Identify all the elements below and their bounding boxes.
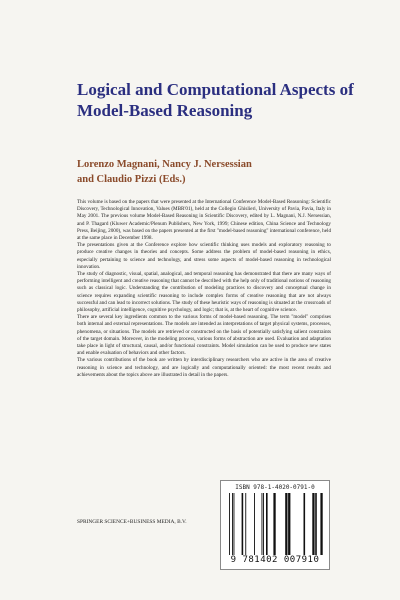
barcode-bar	[312, 493, 314, 555]
blurb-paragraph-3: The study of diagnostic, visual, spatial, analogical, and temporal reasoning has demonstrated that there are many ways of performing intelligent and creative reasoning that cannot be described with the help only of traditional notions of reasoning such as classical logic. Understanding the contribution of modeling practices to discovery and conceptual change in science requires expanding scientific reasoning to include complex forms of creative reasoning that are not always successful and can lead to incorrect solutions. The study of these heuristic ways of reasoning is situated at the crossroads of philosophy, artificial intelligence, cognitive psychology, and logic; that is, at the heart of cognitive science.	[77, 271, 331, 314]
barcode-bar	[263, 493, 264, 555]
barcode-digits: 9 781402 007910	[230, 555, 320, 565]
isbn-label: ISBN 978-1-4020-0791-0	[235, 484, 315, 491]
barcode-graphic	[227, 493, 323, 555]
barcode-bar	[262, 493, 263, 555]
blurb-paragraph-4: There are several key ingredients common to the various forms of model-based reasoning. The term "model" comprises both internal and external representations. The models are intended as interpretations of target physical systems, processes, phenomena, or situations. The models are retrieved or constructed on the basis of potentially satisfying salient constraints of the target domain. Moreover, in the modeling process, various forms of abstraction are used. Evaluation and adaptation take place in light of structural, causal, and/or functional constraints. Model simulation can be used to produce new states and enable evaluation of behaviors and other factors.	[77, 314, 331, 357]
blurb-paragraph-1: This volume is based on the papers that were presented at the International Conference Model-Based Reasoning: Scientific Discovery, Technological Innovation, Values (MBR'01), held at the Collegio Ghislieri, University of Pavia, Pavia, Italy in May 2001. The previous volume Model-Based Reasoning in Scientific Discovery, edited by L. Magnani, N.J. Nersessian, and P. Thagard (Kluwer Academic/Plenum Publishers, New York, 1999; Chinese edition, China Science and Technology Press, Beijing, 2000), was based on the papers presented at the first "model-based reasoning" international conference, held at the same place in December 1998.	[77, 199, 332, 242]
barcode-bar	[285, 493, 287, 555]
blurb-paragraph-2: The presentations given at the Conference explore how scientific thinking uses models and exploratory reasoning to produce creative changes in theories and concepts. Some address the problem of model-based reasoning in ethics, especially pertaining to science and technology, and stress some aspects of model-based reasoning in technological innovation.	[77, 242, 331, 270]
blurb-paragraph-5: The various contributions of the book are written by interdisciplinary researchers who are active in the area of creative reasoning in science and technology, and are logically and computationally oriented: the most recent results and achievements about the topics above are illustrated in detail in the papers.	[77, 357, 331, 378]
barcode-bar	[254, 493, 255, 555]
barcode-bar	[242, 493, 244, 555]
barcode-bar	[234, 493, 235, 555]
book-editors	[77, 157, 367, 187]
barcode-bar	[245, 493, 246, 555]
barcode-bar	[304, 493, 306, 555]
isbn-barcode-box	[220, 480, 330, 570]
barcode-bar	[232, 493, 233, 555]
barcode-bar	[320, 493, 322, 555]
barcode-bar	[266, 493, 268, 555]
editors-line-2: and Claudio Pizzi (Eds.)	[77, 174, 186, 185]
editors-line-1: Lorenzo Magnani, Nancy J. Nersessian	[77, 159, 252, 170]
blurb-text	[77, 199, 331, 379]
publisher-name: SPRINGER SCIENCE+BUSINESS MEDIA, B.V.	[77, 519, 187, 525]
barcode-bar	[273, 493, 275, 555]
barcode-bar	[229, 493, 230, 555]
book-title: Logical and Computational Aspects of Model-Based Reasoning	[77, 80, 354, 120]
barcode-bar	[288, 493, 290, 555]
barcode-bar	[315, 493, 317, 555]
